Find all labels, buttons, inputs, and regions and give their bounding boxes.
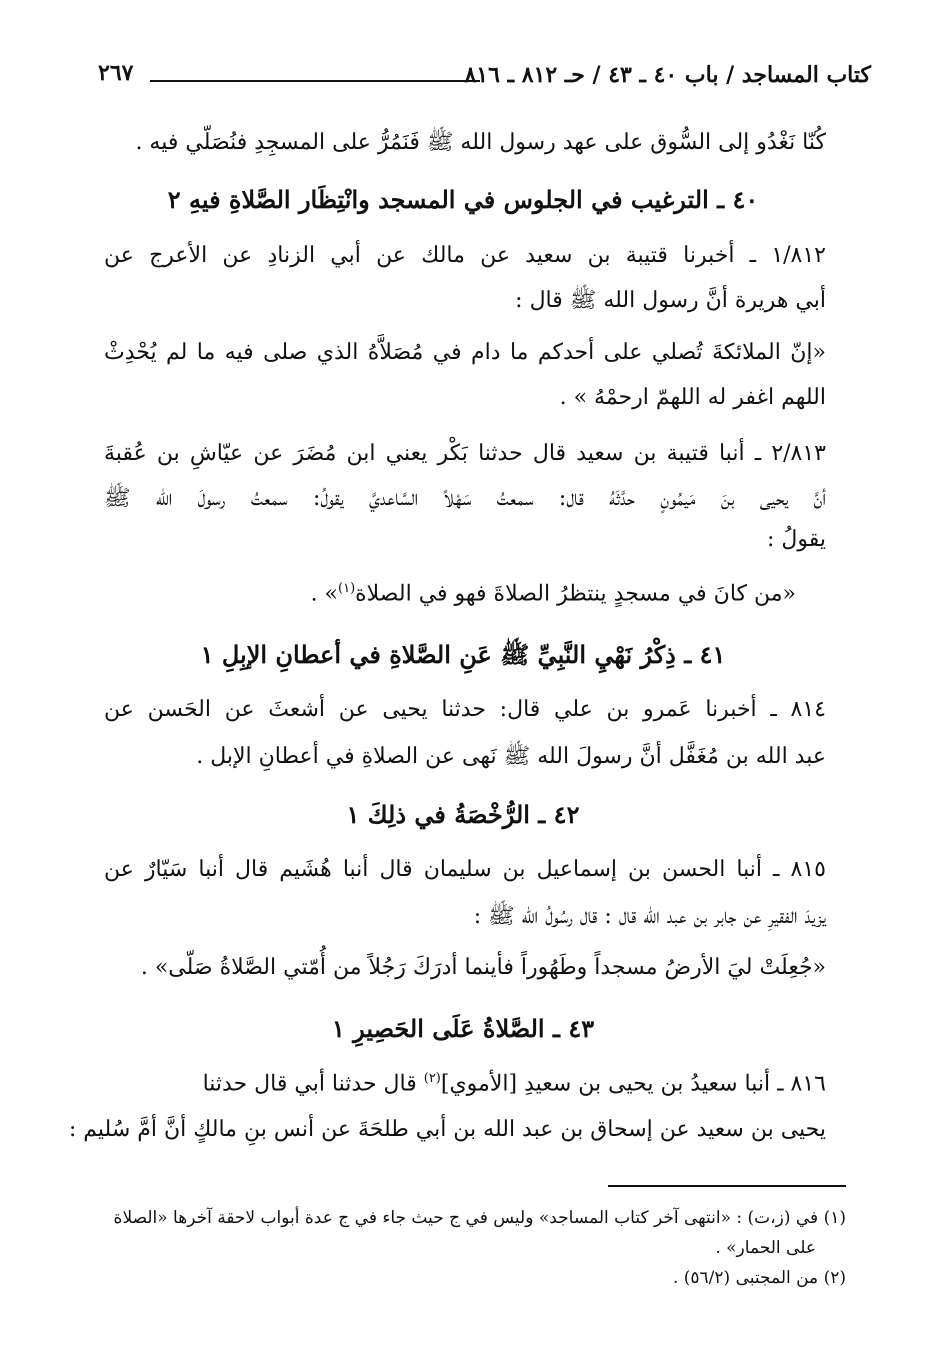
footnote-2: (٢) من المجتبى (٥٦/٢) . xyxy=(672,1268,846,1288)
hadith-813-line-1: ٢/٨١٣ ـ أنبا قتيبة بن سعيد قال حدثنا بَكْر يعني ابن مُضَرَ عن عيّاشِ بن عُقبةَ xyxy=(104,441,826,466)
chapter-heading-43: ٤٣ ـ الصَّلاةُ عَلَى الحَصِيرِ ١ xyxy=(331,1014,595,1043)
footnote-separator xyxy=(608,1185,846,1187)
page-number: ٢٦٧ xyxy=(98,60,134,86)
chapter-heading-42: ٤٢ ـ الرُّخْصَةُ في ذلِكَ ١ xyxy=(346,800,580,829)
hadith-815-line-1: ٨١٥ ـ أنبا الحسن بن إسماعيل بن سليمان قال أنبا هُشَيم قال أنبا سَيّارٌ عن xyxy=(104,857,826,882)
running-header-title: كتاب المساجد / باب ٤٠ ـ ٤٣ / حـ ٨١٢ ـ ٨١٦ xyxy=(464,62,871,88)
hadith-812-line-2: أبي هريرة أنَّ رسول الله ﷺ قال : xyxy=(515,288,826,313)
footnote-1-line-2: على الحمار» . xyxy=(715,1238,816,1258)
hadith-812-line-3: «إنّ الملائكةَ تُصلي على أحدكم ما دام في مُصَلاَّهُ الذي صلى فيه ما لم يُحْدِثْ xyxy=(104,340,826,365)
footnote-ref-1: (١) xyxy=(338,581,356,596)
hadith-815-quote: «جُعِلَتْ ليَ الأرضُ مسجداً وطَهُوراً فأينما أدرَكَ رَجُلاً من أُمّتي الصَّلاةُ صَلّى» . xyxy=(140,955,826,980)
hadith-816-line-1-start: ٨١٦ ـ أنبا سعيدُ بن يحيى بن سعيدِ [الأموي] xyxy=(440,1071,826,1097)
hadith-816-line-1-end: قال حدثنا أبي قال حدثنا xyxy=(202,1071,424,1097)
hadith-812-line-4: اللهم اغفر له اللهمّ ارحمْهُ » . xyxy=(559,385,826,410)
hadith-816-line-1 xyxy=(203,1071,826,1096)
footnote-ref-2: (٢) xyxy=(423,1071,441,1086)
chapter-heading-40: ٤٠ ـ الترغيب في الجلوس في المسجد وانْتِظَار الصَّلاةِ فيهِ ٢ xyxy=(167,185,759,214)
hadith-816-line-2: يحيى بن سعيد عن إسحاق بن عبد الله بن أبي طلحَةَ عن أنس بنِ مالكٍ أنَّ أمَّ سُليم : xyxy=(68,1117,826,1142)
hadith-812-line-1: ١/٨١٢ ـ أخبرنا قتيبة بن سعيد عن مالك عن أبي الزنادِ عن الأعرج عن xyxy=(104,243,826,268)
text-line: كُنّا نَغْدُو إلى السُّوق على عهد رسول الله ﷺ فَنَمُرُّ على المسجِدِ فنُصَلّي فيه . xyxy=(135,130,826,155)
hadith-813-quote xyxy=(311,581,796,606)
hadith-813-line-2: أنَّ يحيى بنَ مَيمُونٍ حدَّثَهُ قال: سمعتُ سَهْلاً السَّاعديَّ يقولُ: سمعتُ رسولَ الله ﷺ xyxy=(104,486,826,511)
header-rule xyxy=(150,80,480,82)
chapter-heading-41: ٤١ ـ ذِكْرُ نَهْيِ النَّبِيِّ ﷺ عَنِ الصَّلاةِ في أعطانِ الإبِلِ ١ xyxy=(200,640,726,669)
footnote-1-line-1: (١) في (ز،ت) : «انتهى آخر كتاب المساجد» وليس في ج حيث جاء في ج عدة أبواب لاحقة آخرها «الصلاة xyxy=(113,1208,846,1228)
hadith-814-line-1: ٨١٤ ـ أخبرنا عَمرو بن علي قال: حدثنا يحيى عن أشعثَ عن الحَسن عن xyxy=(104,697,826,722)
hadith-814-line-2: عبد الله بن مُغَفَّل أنَّ رسولَ الله ﷺ نَهى عن الصلاةِ في أعطانِ الإبل . xyxy=(196,744,826,769)
hadith-813-quote-text: «من كانَ في مسجدٍ ينتظرُ الصلاةَ فهو في الصلاة xyxy=(355,581,796,607)
hadith-813-line-3: يقولُ : xyxy=(766,527,826,552)
hadith-815-line-2: يزيدَ الفقيرِ عن جابر بن عبد الله قال : قال رسُولُ الله ﷺ : xyxy=(473,904,826,929)
hadith-813-quote-end: » . xyxy=(310,581,339,607)
